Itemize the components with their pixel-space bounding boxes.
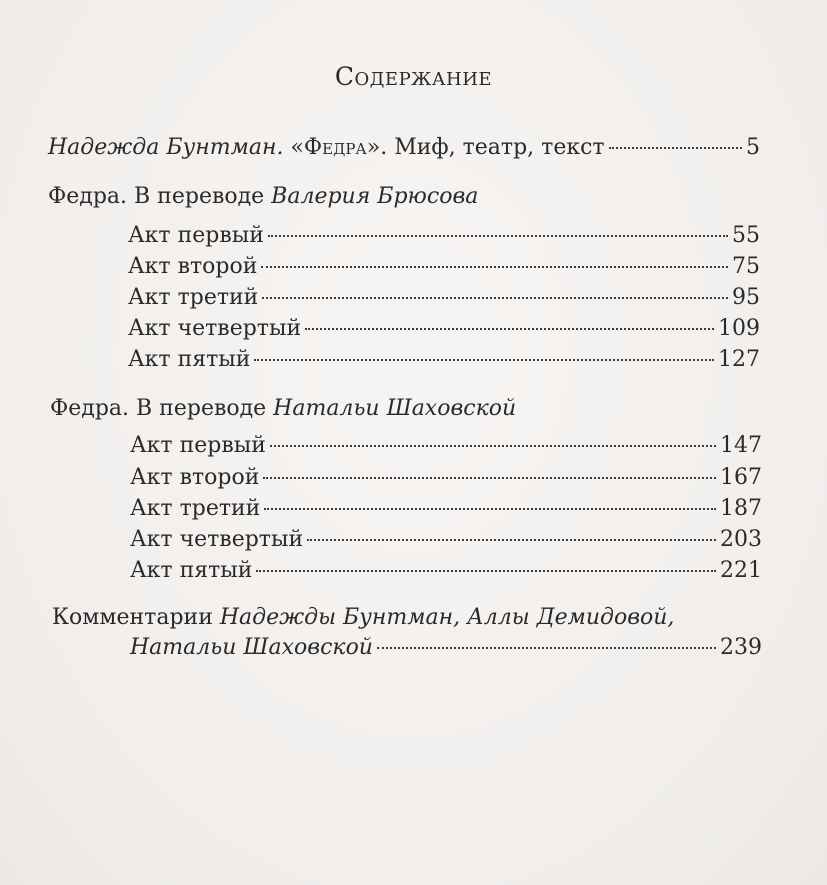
dot-leader bbox=[261, 266, 728, 268]
toc-entry[interactable] bbox=[128, 315, 760, 343]
toc-entry-comments-line1 bbox=[52, 604, 674, 632]
toc-entry-intro[interactable] bbox=[48, 134, 760, 162]
toc-entry-label: Акт второй bbox=[130, 465, 260, 490]
comments-authors-line2: Натальи Шаховской bbox=[130, 635, 373, 660]
page-number: 221 bbox=[720, 558, 762, 583]
toc-entry-label: Акт третий bbox=[130, 496, 261, 521]
dot-leader bbox=[377, 647, 716, 649]
toc-entry[interactable] bbox=[130, 557, 762, 585]
section-heading-translator: Натальи Шаховской bbox=[273, 396, 517, 421]
toc-entry-label: Акт пятый bbox=[128, 347, 251, 372]
toc-entry-label: Акт первый bbox=[128, 223, 264, 248]
toc-entry-label bbox=[48, 134, 605, 162]
dot-leader bbox=[305, 328, 714, 330]
dot-leader bbox=[268, 235, 728, 237]
toc-entry[interactable] bbox=[128, 222, 760, 250]
page-number: 167 bbox=[720, 465, 762, 490]
entry-work-title: Федра bbox=[303, 135, 367, 160]
page-number: 127 bbox=[718, 347, 760, 372]
toc-entry[interactable] bbox=[130, 495, 762, 523]
entry-quote-close: ». bbox=[366, 135, 388, 160]
toc-entry[interactable] bbox=[130, 526, 762, 554]
dot-leader bbox=[256, 570, 716, 572]
toc-entry-label: Акт пятый bbox=[130, 558, 253, 583]
section-heading-shakhovskaya bbox=[50, 395, 516, 423]
section-heading-prefix: Федра. В переводе bbox=[48, 184, 272, 209]
page-number: 239 bbox=[720, 635, 762, 660]
toc-entry-label: Акт четвертый bbox=[130, 527, 304, 552]
section-heading-bryusov bbox=[48, 183, 478, 211]
dot-leader bbox=[263, 477, 716, 479]
page-number: 109 bbox=[718, 316, 760, 341]
page-number: 75 bbox=[732, 254, 760, 279]
entry-author: Надежда Бунтман. bbox=[48, 135, 284, 160]
dot-leader bbox=[270, 445, 716, 447]
entry-quote-open: « bbox=[283, 135, 304, 160]
dot-leader bbox=[262, 297, 728, 299]
comments-prefix: Комментарии bbox=[52, 605, 220, 630]
dot-leader bbox=[254, 359, 714, 361]
toc-entry-label: Акт четвертый bbox=[128, 316, 302, 341]
page-number: 187 bbox=[720, 496, 762, 521]
toc-entry[interactable] bbox=[130, 464, 762, 492]
toc-entry-label: Акт третий bbox=[128, 285, 259, 310]
toc-entry[interactable] bbox=[128, 346, 760, 374]
page-number: 95 bbox=[732, 285, 760, 310]
toc-entry-label: Акт первый bbox=[130, 433, 266, 458]
toc-entry[interactable] bbox=[128, 253, 760, 281]
section-heading-translator: Валерия Брюсова bbox=[271, 184, 479, 209]
section-heading-prefix: Федра. В переводе bbox=[50, 396, 274, 421]
dot-leader bbox=[307, 539, 716, 541]
page-number: 203 bbox=[720, 527, 762, 552]
toc-entry[interactable] bbox=[130, 432, 762, 460]
toc-entry-label: Акт второй bbox=[128, 254, 258, 279]
entry-rest: Миф, театр, текст bbox=[387, 135, 605, 160]
toc-entry[interactable] bbox=[128, 284, 760, 312]
page-title: Содержание bbox=[334, 62, 493, 91]
dot-leader bbox=[609, 147, 742, 149]
page-number: 147 bbox=[720, 433, 762, 458]
page-number: 5 bbox=[746, 135, 760, 160]
dot-leader bbox=[264, 508, 716, 510]
comments-authors-line1: Надежды Бунтман, Аллы Демидовой, bbox=[219, 605, 675, 630]
page-number: 55 bbox=[732, 223, 760, 248]
toc-entry-comments[interactable] bbox=[130, 634, 762, 662]
